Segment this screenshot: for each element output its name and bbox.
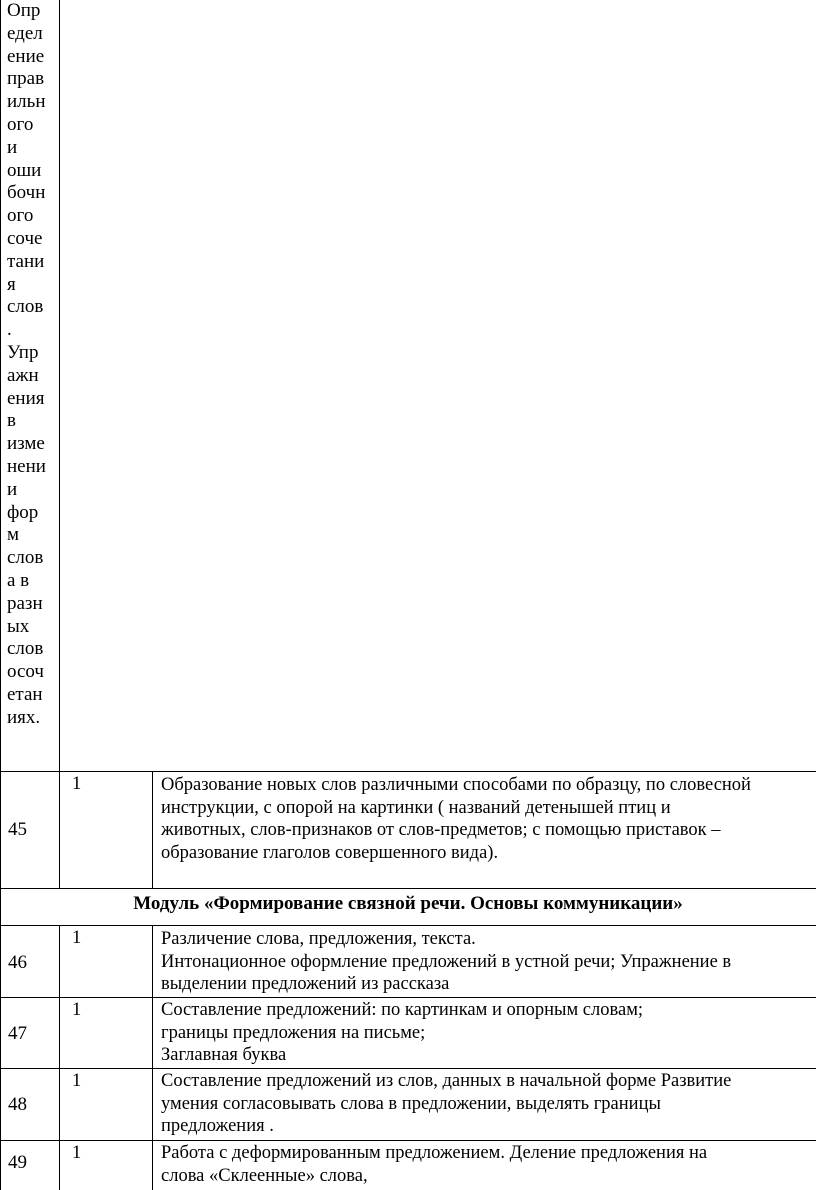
row-border-module	[0, 925, 816, 926]
narrow-line: нени	[7, 455, 46, 477]
narrow-line: в	[7, 410, 16, 432]
narrow-line: ение	[7, 45, 45, 67]
narrow-line: ого	[7, 113, 34, 135]
column-divider-1-lower	[59, 925, 60, 1190]
content-line: Образование новых слов различными способами по образцу, по словесной	[161, 775, 751, 795]
narrow-line: соче	[7, 227, 43, 249]
narrow-line: слов	[7, 547, 44, 569]
row-content-47	[161, 999, 813, 1067]
narrow-line: оши	[7, 159, 42, 181]
narrow-line: прав	[7, 68, 45, 90]
row-border-48	[0, 1140, 816, 1141]
row-number-46: 46	[8, 952, 27, 973]
content-line: Составление предложений: по картинкам и опорным словам;	[161, 1000, 644, 1020]
narrow-line: а в	[7, 569, 30, 591]
content-line: предложения .	[161, 1116, 274, 1136]
content-line: Различение слова, предложения, текста.	[161, 929, 476, 949]
row-border-46	[0, 997, 816, 998]
narrow-line: ильн	[7, 91, 46, 113]
narrow-line: слов	[7, 296, 44, 318]
content-line: инструкции, с опорой на картинки ( названий детенышей птиц и	[161, 797, 671, 818]
content-line: границы предложения на письме;	[161, 1022, 426, 1043]
narrow-line: я	[7, 273, 16, 295]
row-content-46	[161, 928, 813, 996]
narrow-line: разн	[7, 592, 43, 614]
content-line: животных, слов-признаков от слов-предметов; с помощью приставок –	[161, 820, 721, 840]
column-divider-2	[152, 771, 153, 888]
module-heading: Модуль «Формирование связной речи. Основы коммуникации»	[133, 893, 683, 914]
column-divider-1	[59, 0, 60, 888]
narrow-line: фор	[7, 501, 39, 523]
content-line: Интонационное оформление предложений в устной речи; Упражнение в	[161, 951, 732, 972]
content-line: выделении предложений из рассказа	[161, 974, 450, 994]
narrow-line: едел	[7, 22, 43, 44]
row-hours-45: 1	[72, 774, 82, 794]
narrow-line: бочн	[7, 182, 46, 204]
narrow-line: Упр	[7, 341, 39, 363]
row-number-45: 45	[8, 819, 27, 840]
column-divider-2-lower	[152, 925, 153, 1190]
narrow-line: тани	[7, 250, 45, 272]
narrow-line: изме	[7, 433, 45, 455]
row-border-top-cell	[0, 771, 816, 772]
narrow-line: и	[7, 136, 18, 158]
row-border-47	[0, 1068, 816, 1069]
narrow-topic-cell	[7, 0, 59, 730]
narrow-line: ого	[7, 205, 34, 227]
row-content-48	[161, 1070, 813, 1138]
narrow-line: осоч	[7, 661, 44, 683]
content-line: Составление предложений из слов, данных в начальной форме Развитие	[161, 1071, 732, 1091]
narrow-line: м	[7, 524, 20, 546]
row-hours-46: 1	[72, 928, 82, 948]
narrow-line: иях.	[7, 706, 41, 728]
row-number-48: 48	[8, 1094, 27, 1115]
content-line: умения согласовывать слова в предложении, выделять границы	[161, 1093, 661, 1114]
narrow-line: ения	[7, 387, 45, 409]
narrow-line: ых	[7, 615, 30, 637]
row-border-45	[0, 888, 816, 889]
narrow-line: ажн	[7, 364, 39, 386]
row-number-47: 47	[8, 1023, 27, 1044]
row-hours-49: 1	[72, 1143, 82, 1163]
narrow-line: слов	[7, 638, 44, 660]
content-line: Заглавная буква	[161, 1045, 287, 1065]
content-line: слова «Склеенные» слова,	[161, 1165, 368, 1186]
row-hours-47: 1	[72, 1000, 82, 1020]
table-left-border	[0, 0, 1, 1190]
row-content-45	[161, 774, 813, 864]
content-line: образование глаголов совершенного вида).	[161, 842, 499, 863]
row-number-49: 49	[8, 1152, 27, 1173]
content-line: Работа с деформированным предложением. Деление предложения на	[161, 1143, 708, 1163]
narrow-line: етан	[7, 683, 43, 705]
narrow-line: и	[7, 478, 18, 500]
narrow-line: Опр	[7, 0, 41, 21]
row-content-49	[161, 1142, 813, 1187]
row-hours-48: 1	[72, 1071, 82, 1091]
narrow-line: .	[7, 319, 12, 341]
